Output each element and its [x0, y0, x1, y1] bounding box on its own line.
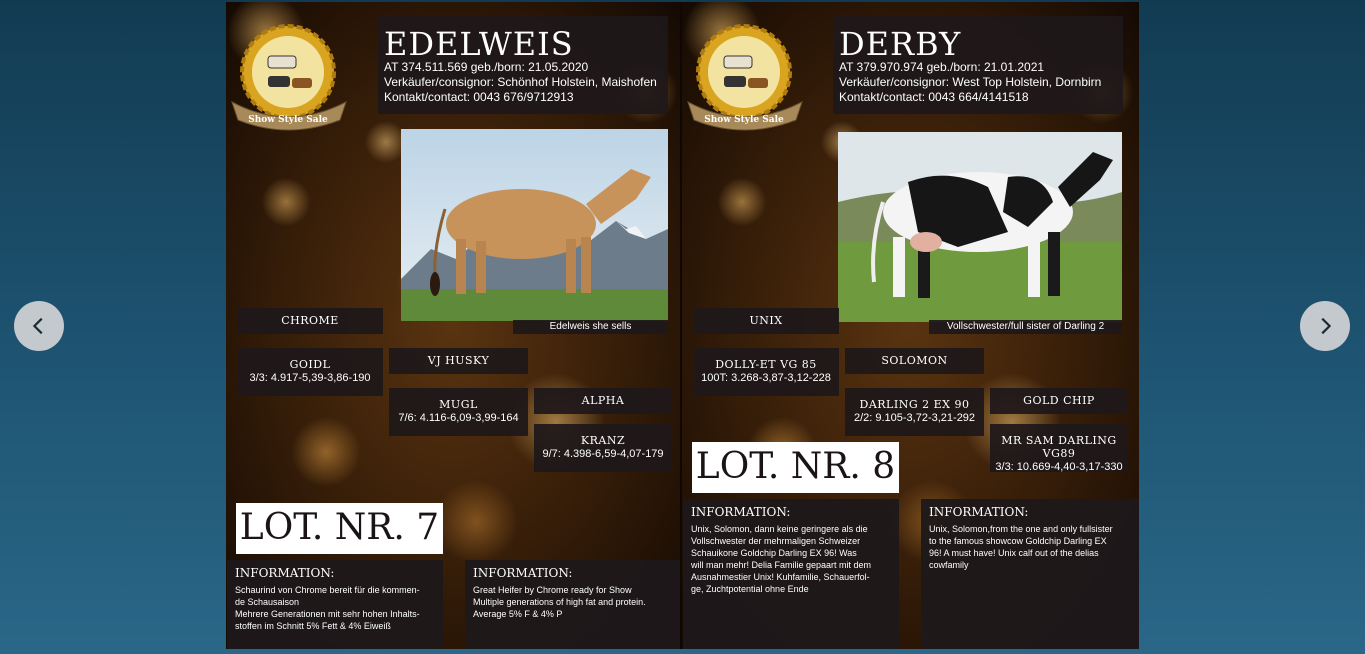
- granddam-name: DARLING 2 EX 90: [859, 398, 970, 411]
- pedigree-sire: [693, 308, 839, 334]
- dam-name: DOLLY-ET VG 85: [715, 358, 817, 371]
- pedigree-granddam: [389, 388, 528, 436]
- mgs-name: SOLOMON: [881, 354, 948, 367]
- cow-photo: [401, 129, 668, 321]
- sire-name: CHROME: [281, 314, 339, 327]
- contact-line: Kontakt/contact: 0043 664/4141518: [839, 90, 1029, 104]
- previous-page-button[interactable]: [14, 301, 64, 351]
- svg-text:Show Style Sale: Show Style Sale: [248, 115, 328, 125]
- jersey-cow-image: [401, 129, 668, 321]
- show-style-sale-logo: [228, 20, 358, 135]
- pedigree-mgs: [389, 348, 528, 374]
- information-heading: INFORMATION:: [691, 505, 791, 519]
- cow-photo: [838, 132, 1122, 322]
- holstein-cow-image: [838, 132, 1122, 322]
- pedigree-mggs: [990, 388, 1128, 414]
- pedigree-sire: [237, 308, 383, 334]
- information-heading: INFORMATION:: [929, 505, 1029, 519]
- mggs-name: ALPHA: [581, 394, 625, 407]
- information-text: Unix, Solomon,from the one and only fullsister to the famous showcow Goldchip Darling EX 96! A must have! Unix calf out of the delias cowfamily: [929, 524, 1113, 570]
- contact-line: Kontakt/contact: 0043 676/9712913: [384, 90, 574, 104]
- animal-name: DERBY: [839, 25, 962, 63]
- mgs-name: VJ HUSKY: [427, 354, 490, 367]
- lot-header: [378, 16, 668, 114]
- dam-name: GOIDL: [289, 358, 331, 371]
- granddam-stats: 7/6: 4.116-6,09-3,99-164: [398, 412, 519, 424]
- information-text: Great Heifer by Chrome ready for Show Multiple generations of high fat and protein. Average 5% F & 4% P: [473, 585, 646, 619]
- great-granddam-name: MR SAM DARLING VG89: [1001, 434, 1117, 460]
- pedigree-dam: [237, 348, 383, 396]
- chevron-right-icon: [1314, 315, 1336, 337]
- photo-caption: Vollschwester/full sister of Darling 2: [929, 320, 1122, 334]
- pedigree-great-granddam: [534, 424, 672, 472]
- next-page-button[interactable]: [1300, 301, 1350, 351]
- consignor-line: Verkäufer/consignor: Schönhof Holstein, Maishofen: [384, 75, 657, 89]
- information-heading: INFORMATION:: [235, 566, 335, 580]
- information-text: Unix, Solomon, dann keine geringere als die Vollschwester der mehrmaligen Schweizer Schauikone Goldchip Darling EX 96! Was will man mehr! Delia Familie gepaart mit dem Ausnahmestier Unix! Kuhfamilie, Schauerfol- ge, Zuchtpotential ohne Ende: [691, 524, 872, 594]
- information-english: [921, 499, 1139, 649]
- granddam-stats: 2/2: 9.105-3,72-3,21-292: [853, 412, 976, 424]
- information-heading: INFORMATION:: [473, 566, 573, 580]
- great-granddam-stats: 9/7: 4.398-6,59-4,07-179: [542, 448, 664, 460]
- catalog-page-lot-8: [682, 2, 1139, 649]
- lot-header: [833, 16, 1123, 114]
- registration-line: AT 374.511.569 geb./born: 21.05.2020: [384, 60, 589, 74]
- information-german: [683, 499, 899, 649]
- lot-number: LOT. NR. 8: [692, 442, 899, 493]
- svg-text:Show Style Sale: Show Style Sale: [704, 115, 784, 125]
- information-german: [227, 560, 443, 649]
- consignor-line: Verkäufer/consignor: West Top Holstein, Dornbirn: [839, 75, 1102, 89]
- sire-name: UNIX: [749, 314, 783, 327]
- dam-stats: 100T: 3.268-3,87-3,12-228: [701, 372, 831, 384]
- information-english: [465, 560, 681, 649]
- great-granddam-stats: 3/3: 10.669-4,40-3,17-330: [995, 461, 1123, 473]
- animal-name: EDELWEIS: [384, 25, 574, 63]
- dam-stats: 3/3: 4.917-5,39-3,86-190: [249, 372, 371, 384]
- photo-caption: Edelweis she sells: [513, 320, 668, 334]
- pedigree-dam: [693, 348, 839, 396]
- pedigree-granddam: [845, 388, 984, 436]
- registration-line: AT 379.970.974 geb./born: 21.01.2021: [839, 60, 1045, 74]
- catalog-page-lot-7: [226, 2, 681, 649]
- chevron-left-icon: [28, 315, 50, 337]
- lot-number: LOT. NR. 7: [236, 503, 443, 554]
- information-text: Schaurind von Chrome bereit für die kommen- de Schausaison Mehrere Generationen mit sehr hohen Inhalts- stoffen im Schnitt 5% Fett & 4% Eiweiß: [235, 585, 420, 631]
- pedigree-great-granddam: [990, 424, 1128, 472]
- pedigree-mggs: [534, 388, 672, 414]
- great-granddam-name: KRANZ: [580, 434, 626, 447]
- mggs-name: GOLD CHIP: [1023, 394, 1095, 407]
- show-style-sale-logo: [684, 20, 814, 135]
- granddam-name: MUGL: [439, 398, 478, 411]
- pedigree-mgs: [845, 348, 984, 374]
